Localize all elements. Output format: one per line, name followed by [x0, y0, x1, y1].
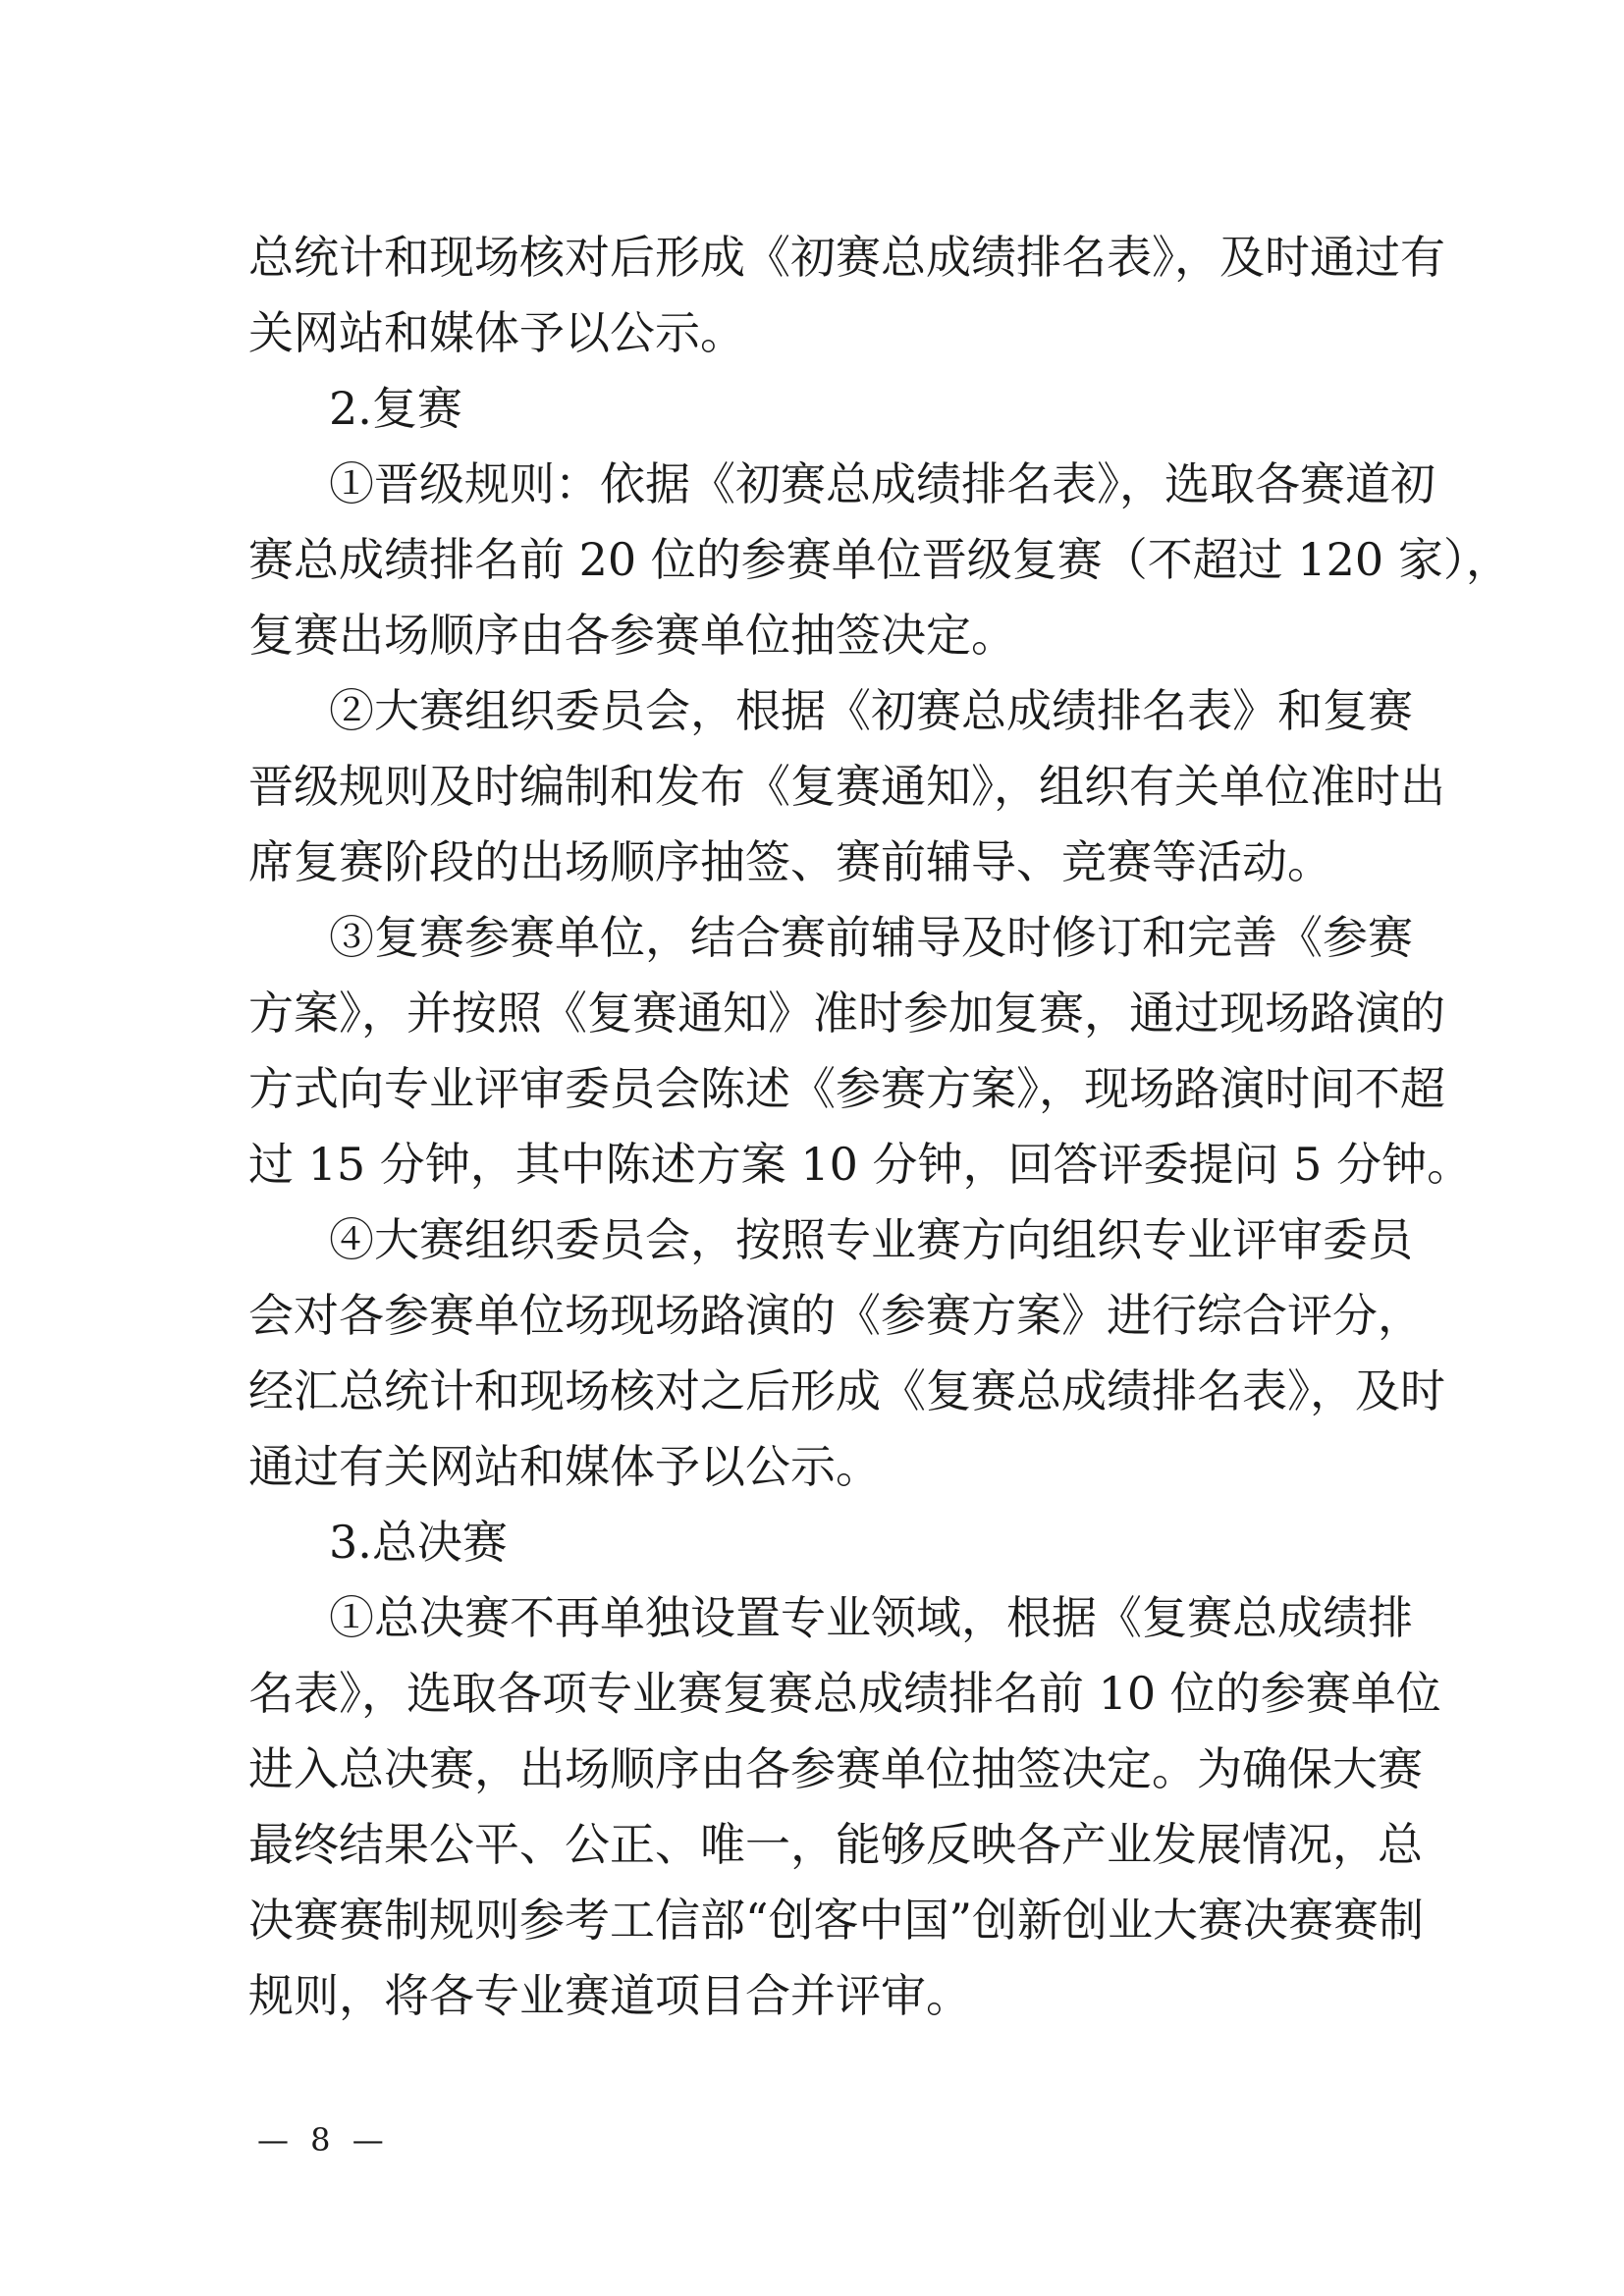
body-line: ③复赛参赛单位，结合赛前辅导及时修订和完善《参赛	[329, 911, 1413, 964]
body-line: 晋级规则及时编制和发布《复赛通知》，组织有关单位准时出	[248, 760, 1445, 813]
section-heading-semifinal: 2.复赛	[329, 382, 462, 435]
body-line: ②大赛组织委员会，根据《初赛总成绩排名表》和复赛	[329, 684, 1413, 737]
body-line: 过 15 分钟，其中陈述方案 10 分钟，回答评委提问 5 分钟。	[248, 1138, 1473, 1191]
body-line: 方案》，并按照《复赛通知》准时参加复赛，通过现场路演的	[248, 987, 1445, 1040]
body-line: ④大赛组织委员会，按照专业赛方向组织专业评审委员	[329, 1213, 1413, 1266]
body-line: 赛总成绩排名前 20 位的参赛单位晋级复赛（不超过 120 家），	[248, 533, 1511, 586]
section-heading-final: 3.总决赛	[329, 1516, 508, 1569]
body-line: 规则，将各专业赛道项目合并评审。	[248, 1969, 971, 2022]
body-line: 关网站和媒体予以公示。	[248, 306, 745, 359]
body-line: 名表》，选取各项专业赛复赛总成绩排名前 10 位的参赛单位	[248, 1667, 1441, 1720]
body-line: ①晋级规则：依据《初赛总成绩排名表》，选取各赛道初	[329, 457, 1435, 510]
body-line: 复赛出场顺序由各参赛单位抽签决定。	[248, 609, 1016, 662]
body-line: 通过有关网站和媒体予以公示。	[248, 1440, 881, 1493]
body-line: 会对各参赛单位场现场路演的《参赛方案》进行综合评分，	[248, 1289, 1423, 1342]
body-line: 席复赛阶段的出场顺序抽签、赛前辅导、竞赛等活动。	[248, 835, 1332, 888]
body-line: 进入总决赛，出场顺序由各参赛单位抽签决定。为确保大赛	[248, 1742, 1423, 1795]
body-line: ①总决赛不再单独设置专业领域，根据《复赛总成绩排	[329, 1591, 1413, 1644]
body-line: 总统计和现场核对后形成《初赛总成绩排名表》，及时通过有	[248, 231, 1445, 284]
body-line: 方式向专业评审委员会陈述《参赛方案》，现场路演时间不超	[248, 1062, 1445, 1115]
body-line: 决赛赛制规则参考工信部“创客中国”创新创业大赛决赛赛制	[248, 1894, 1425, 1947]
page-number: — 8 —	[257, 2121, 390, 2159]
body-line: 经汇总统计和现场核对之后形成《复赛总成绩排名表》，及时	[248, 1364, 1445, 1417]
body-line: 最终结果公平、公正、唯一，能够反映各产业发展情况，总	[248, 1818, 1423, 1871]
